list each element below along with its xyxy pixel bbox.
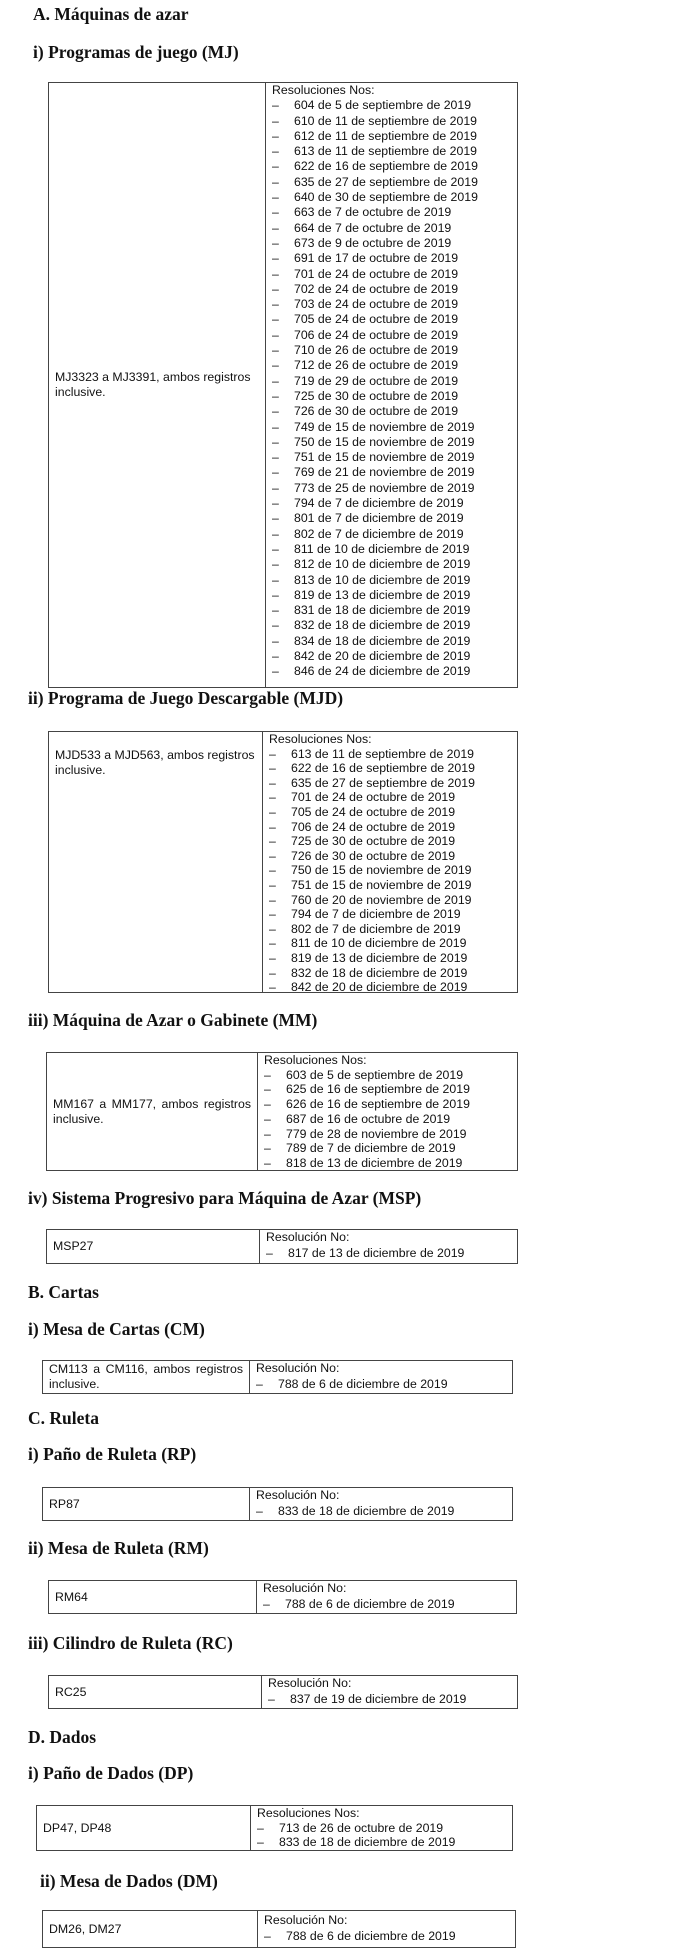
resolution-text: 673 de 9 de octubre de 2019 (294, 235, 452, 250)
dash-bullet-icon: – (269, 907, 276, 922)
subsection-heading-rp: i) Paño de Ruleta (RP) (28, 1444, 197, 1464)
resolution-text: 842 de 20 de diciembre de 2019 (294, 648, 471, 663)
resolution-item (272, 603, 511, 618)
resolution-item (272, 144, 511, 159)
dash-bullet-icon: – (269, 863, 276, 878)
dash-bullet-icon: – (269, 980, 276, 995)
resolution-item (268, 1692, 511, 1708)
table-rc (48, 1675, 518, 1709)
dash-bullet-icon: – (269, 834, 276, 849)
resolution-item (272, 435, 511, 450)
dash-bullet-icon: – (264, 1067, 271, 1082)
resolution-item (269, 907, 511, 922)
resolution-item (269, 805, 511, 820)
registry-range: DP47, DP48 (43, 1820, 112, 1835)
table-mm (46, 1052, 518, 1171)
resolution-item (272, 389, 511, 404)
resolutions-cell (251, 1806, 512, 1850)
resolution-text: 706 de 24 de octubre de 2019 (291, 819, 456, 834)
resolution-text: 750 de 15 de noviembre de 2019 (294, 434, 475, 449)
resolutions-cell (250, 1488, 512, 1520)
resolution-item (269, 849, 511, 864)
resolution-item (264, 1141, 511, 1156)
dash-bullet-icon: – (264, 1097, 271, 1112)
resolution-text: 663 de 7 de octubre de 2019 (294, 205, 452, 220)
resolution-text: 610 de 11 de septiembre de 2019 (294, 113, 478, 128)
resolutions-header: Resolución No: (256, 1488, 340, 1502)
table-dp (36, 1805, 513, 1851)
resolution-text: 622 de 16 de septiembre de 2019 (294, 159, 478, 174)
resolution-text: 613 de 11 de septiembre de 2019 (291, 746, 475, 761)
registry-range: MSP27 (53, 1239, 94, 1253)
resolution-item (272, 343, 511, 358)
resolution-item (272, 649, 511, 664)
resolution-text: 725 de 30 de octubre de 2019 (294, 388, 459, 403)
section-heading-c: C. Ruleta (28, 1408, 99, 1428)
resolution-item (272, 98, 511, 113)
dash-bullet-icon: – (272, 266, 279, 281)
resolution-item (264, 1068, 511, 1083)
resolution-text: 834 de 18 de diciembre de 2019 (294, 633, 471, 648)
table-rp (42, 1487, 513, 1521)
resolution-text: 802 de 7 de diciembre de 2019 (291, 921, 461, 936)
dash-bullet-icon: – (272, 98, 279, 113)
resolution-item (272, 420, 511, 435)
dash-bullet-icon: – (264, 1111, 271, 1126)
resolution-text: 726 de 30 de octubre de 2019 (291, 848, 456, 863)
resolution-text: 622 de 16 de septiembre de 2019 (291, 761, 475, 776)
registry-range: RM64 (55, 1589, 88, 1604)
resolution-text: 701 de 24 de octubre de 2019 (291, 790, 456, 805)
resolution-text: 794 de 7 de diciembre de 2019 (294, 496, 464, 511)
resolutions-cell (263, 732, 517, 995)
resolution-item (264, 1929, 509, 1945)
resolution-item (272, 205, 511, 220)
registry-cell (49, 83, 266, 687)
resolution-item (257, 1821, 506, 1836)
resolution-text: 635 de 27 de septiembre de 2019 (294, 174, 478, 189)
registry-range: CM113 a CM116, ambos registros inclusive. (49, 1362, 243, 1391)
resolution-text: 788 de 6 de diciembre de 2019 (285, 1596, 455, 1611)
resolution-item (269, 966, 511, 981)
resolution-text: 719 de 29 de octubre de 2019 (294, 373, 459, 388)
resolutions-cell (258, 1911, 515, 1947)
resolution-text: 819 de 13 de diciembre de 2019 (294, 587, 471, 602)
registry-range: MJD533 a MJD563, ambos registros inclusive. (55, 748, 255, 777)
section-heading-d: D. Dados (28, 1727, 97, 1747)
dash-bullet-icon: – (269, 921, 276, 936)
resolution-text: 832 de 18 de diciembre de 2019 (294, 618, 471, 633)
dash-bullet-icon: – (272, 404, 279, 419)
resolution-item (269, 878, 511, 893)
dash-bullet-icon: – (272, 572, 279, 587)
resolution-text: 837 de 19 de diciembre de 2019 (290, 1691, 467, 1706)
dash-bullet-icon: – (272, 128, 279, 143)
resolution-item (269, 936, 511, 951)
dash-bullet-icon: – (272, 297, 279, 312)
resolutions-header: Resoluciones Nos: (269, 732, 372, 746)
dash-bullet-icon: – (264, 1155, 271, 1170)
dash-bullet-icon: – (272, 174, 279, 189)
resolution-text: 769 de 21 de noviembre de 2019 (294, 465, 475, 480)
resolution-text: 702 de 24 de octubre de 2019 (294, 281, 459, 296)
resolution-item (269, 863, 511, 878)
dash-bullet-icon: – (272, 419, 279, 434)
dash-bullet-icon: – (272, 526, 279, 541)
resolutions-header: Resoluciones Nos: (272, 83, 375, 97)
resolution-item (272, 618, 511, 633)
dash-bullet-icon: – (257, 1820, 264, 1835)
dash-bullet-icon: – (272, 144, 279, 159)
resolution-item (269, 776, 511, 791)
dash-bullet-icon: – (272, 327, 279, 342)
resolution-text: 832 de 18 de diciembre de 2019 (291, 965, 468, 980)
resolution-text: 701 de 24 de octubre de 2019 (294, 266, 459, 281)
resolution-text: 635 de 27 de septiembre de 2019 (291, 775, 475, 790)
resolution-text: 691 de 17 de octubre de 2019 (294, 251, 459, 266)
dash-bullet-icon: – (269, 892, 276, 907)
dash-bullet-icon: – (264, 1928, 271, 1943)
dash-bullet-icon: – (272, 633, 279, 648)
resolution-item (272, 573, 511, 588)
subsection-heading-rm: ii) Mesa de Ruleta (RM) (28, 1538, 209, 1558)
resolution-item (269, 980, 511, 995)
registry-cell (47, 1053, 258, 1170)
table-mj (48, 82, 518, 688)
resolution-text: 750 de 15 de noviembre de 2019 (291, 863, 472, 878)
resolution-item (269, 834, 511, 849)
subsection-heading-mj: i) Programas de juego (MJ) (33, 42, 239, 62)
registry-range: RC25 (55, 1684, 87, 1699)
resolution-text: 802 de 7 de diciembre de 2019 (294, 526, 464, 541)
resolution-item (272, 496, 511, 511)
resolution-item (269, 893, 511, 908)
table-rm (48, 1580, 517, 1614)
resolutions-header: Resolución No: (266, 1230, 350, 1244)
resolution-text: 819 de 13 de diciembre de 2019 (291, 950, 468, 965)
resolutions-header: Resoluciones Nos: (257, 1806, 360, 1820)
dash-bullet-icon: – (257, 1835, 264, 1849)
resolution-item (272, 328, 511, 343)
resolution-item (272, 282, 511, 297)
resolution-text: 813 de 10 de diciembre de 2019 (294, 572, 471, 587)
resolution-text: 612 de 11 de septiembre de 2019 (294, 128, 478, 143)
resolution-text: 726 de 30 de octubre de 2019 (294, 404, 459, 419)
dash-bullet-icon: – (269, 877, 276, 892)
subsection-heading-cm: i) Mesa de Cartas (CM) (28, 1319, 205, 1339)
resolution-text: 846 de 24 de diciembre de 2019 (294, 664, 471, 679)
registry-cell (47, 1230, 260, 1263)
resolution-text: 640 de 30 de septiembre de 2019 (294, 190, 478, 205)
dash-bullet-icon: – (269, 775, 276, 790)
registry-cell (49, 732, 263, 992)
resolution-item (272, 221, 511, 236)
registry-range: MM167 a MM177, ambos registros inclusive. (53, 1096, 251, 1126)
dash-bullet-icon: – (269, 804, 276, 819)
resolution-text: 687 de 16 de octubre de 2019 (286, 1111, 451, 1126)
resolutions-cell (258, 1053, 517, 1170)
resolution-item (264, 1112, 511, 1127)
resolution-item (272, 251, 511, 266)
resolution-text: 794 de 7 de diciembre de 2019 (291, 907, 461, 922)
dash-bullet-icon: – (272, 235, 279, 250)
subsection-heading-dp: i) Paño de Dados (DP) (28, 1763, 194, 1783)
resolution-text: 811 de 10 de diciembre de 2019 (294, 541, 470, 556)
dash-bullet-icon: – (272, 648, 279, 663)
resolution-text: 706 de 24 de octubre de 2019 (294, 327, 459, 342)
resolution-text: 831 de 18 de diciembre de 2019 (294, 603, 471, 618)
registry-range: RP87 (49, 1496, 80, 1511)
resolution-text: 833 de 18 de diciembre de 2019 (278, 1503, 455, 1518)
registry-range: DM26, DM27 (49, 1921, 122, 1936)
dash-bullet-icon: – (272, 159, 279, 174)
dash-bullet-icon: – (272, 587, 279, 602)
subsection-heading-dm: ii) Mesa de Dados (DM) (40, 1871, 218, 1891)
resolution-item (272, 465, 511, 480)
dash-bullet-icon: – (272, 618, 279, 633)
resolutions-cell (250, 1361, 512, 1393)
resolution-text: 712 de 26 de octubre de 2019 (294, 358, 459, 373)
resolution-item (272, 481, 511, 496)
resolution-text: 818 de 13 de diciembre de 2019 (286, 1155, 463, 1170)
resolution-item (263, 1597, 510, 1613)
dash-bullet-icon: – (269, 790, 276, 805)
resolution-item (272, 190, 511, 205)
dash-bullet-icon: – (263, 1596, 270, 1611)
dash-bullet-icon: – (272, 190, 279, 205)
resolution-item (269, 790, 511, 805)
dash-bullet-icon: – (272, 312, 279, 327)
dash-bullet-icon: – (269, 950, 276, 965)
resolution-item (272, 557, 511, 572)
registry-cell (37, 1806, 251, 1850)
dash-bullet-icon: – (272, 465, 279, 480)
dash-bullet-icon: – (272, 113, 279, 128)
resolution-item (269, 820, 511, 835)
resolution-item (272, 358, 511, 373)
resolution-item (266, 1246, 511, 1262)
registry-cell (49, 1676, 262, 1708)
resolution-item (272, 312, 511, 327)
resolution-item (272, 236, 511, 251)
dash-bullet-icon: – (272, 358, 279, 373)
resolution-item (269, 747, 511, 762)
resolutions-cell (260, 1230, 517, 1263)
dash-bullet-icon: – (269, 761, 276, 776)
subsection-heading-msp: iv) Sistema Progresivo para Máquina de Azar (MSP) (28, 1188, 422, 1208)
registry-cell (43, 1911, 258, 1947)
resolution-item (257, 1835, 506, 1850)
resolution-text: 760 de 20 de noviembre de 2019 (291, 892, 472, 907)
resolution-item (264, 1156, 511, 1171)
resolution-item (269, 922, 511, 937)
dash-bullet-icon: – (272, 220, 279, 235)
resolution-text: 788 de 6 de diciembre de 2019 (278, 1376, 448, 1391)
dash-bullet-icon: – (272, 541, 279, 556)
resolution-item (264, 1127, 511, 1142)
resolution-text: 725 de 30 de octubre de 2019 (291, 834, 456, 849)
dash-bullet-icon: – (272, 388, 279, 403)
section-heading-a: A. Máquinas de azar (33, 4, 189, 24)
resolution-text: 773 de 25 de noviembre de 2019 (294, 480, 475, 495)
resolution-item (269, 951, 511, 966)
resolution-item (272, 664, 511, 679)
registry-cell (43, 1361, 250, 1393)
dash-bullet-icon: – (268, 1691, 275, 1706)
resolution-item (269, 761, 511, 776)
resolution-item (272, 450, 511, 465)
subsection-heading-mjd: ii) Programa de Juego Descargable (MJD) (28, 688, 344, 708)
resolution-text: 625 de 16 de septiembre de 2019 (286, 1082, 470, 1097)
resolution-text: 842 de 20 de diciembre de 2019 (291, 980, 468, 995)
resolutions-cell (262, 1676, 517, 1708)
dash-bullet-icon: – (269, 746, 276, 761)
resolution-text: 817 de 13 de diciembre de 2019 (288, 1245, 465, 1260)
dash-bullet-icon: – (264, 1082, 271, 1097)
dash-bullet-icon: – (272, 450, 279, 465)
resolution-text: 788 de 6 de diciembre de 2019 (286, 1928, 456, 1943)
resolution-item (272, 588, 511, 603)
resolution-text: 710 de 26 de octubre de 2019 (294, 343, 459, 358)
resolution-item (272, 634, 511, 649)
dash-bullet-icon: – (272, 343, 279, 358)
resolution-text: 603 de 5 de septiembre de 2019 (286, 1067, 464, 1082)
dash-bullet-icon: – (272, 511, 279, 526)
resolution-item (272, 175, 511, 190)
dash-bullet-icon: – (272, 205, 279, 220)
dash-bullet-icon: – (269, 848, 276, 863)
resolution-text: 751 de 15 de noviembre de 2019 (294, 450, 475, 465)
resolution-item (272, 159, 511, 174)
resolution-text: 705 de 24 de octubre de 2019 (291, 804, 456, 819)
registry-cell (49, 1581, 257, 1613)
resolution-item (272, 267, 511, 282)
registry-range: MJ3323 a MJ3391, ambos registros inclusive. (55, 370, 251, 399)
dash-bullet-icon: – (256, 1376, 263, 1391)
dash-bullet-icon: – (269, 965, 276, 980)
section-heading-b: B. Cartas (28, 1282, 99, 1302)
resolutions-header: Resolución No: (264, 1913, 348, 1927)
dash-bullet-icon: – (272, 281, 279, 296)
resolution-item (272, 114, 511, 129)
resolutions-cell (257, 1581, 516, 1613)
resolution-text: 749 de 15 de noviembre de 2019 (294, 419, 475, 434)
resolution-text: 812 de 10 de diciembre de 2019 (294, 557, 471, 572)
resolution-item (256, 1504, 506, 1520)
dash-bullet-icon: – (272, 251, 279, 266)
resolution-item (272, 511, 511, 526)
resolution-item (264, 1082, 511, 1097)
resolution-item (272, 129, 511, 144)
registry-cell (43, 1488, 250, 1520)
dash-bullet-icon: – (272, 557, 279, 572)
resolutions-cell (266, 83, 517, 687)
resolution-text: 703 de 24 de octubre de 2019 (294, 297, 459, 312)
resolution-item (272, 527, 511, 542)
table-cm (42, 1360, 513, 1394)
resolutions-header: Resolución No: (256, 1361, 340, 1375)
table-msp (46, 1229, 518, 1264)
resolution-text: 789 de 7 de diciembre de 2019 (286, 1141, 456, 1156)
resolution-text: 751 de 15 de noviembre de 2019 (291, 877, 472, 892)
dash-bullet-icon: – (272, 373, 279, 388)
dash-bullet-icon: – (264, 1141, 271, 1156)
table-mjd (48, 731, 518, 993)
table-dm (42, 1910, 516, 1948)
subsection-heading-rc: iii) Cilindro de Ruleta (RC) (28, 1633, 233, 1653)
resolution-text: 664 de 7 de octubre de 2019 (294, 220, 452, 235)
dash-bullet-icon: – (266, 1245, 273, 1260)
dash-bullet-icon: – (272, 480, 279, 495)
resolution-item (272, 542, 511, 557)
dash-bullet-icon: – (272, 664, 279, 679)
resolutions-header: Resolución No: (268, 1676, 352, 1690)
resolution-text: 811 de 10 de diciembre de 2019 (291, 936, 467, 951)
dash-bullet-icon: – (264, 1126, 271, 1141)
resolutions-header: Resolución No: (263, 1581, 347, 1595)
dash-bullet-icon: – (272, 496, 279, 511)
resolution-item (272, 297, 511, 312)
resolution-item (256, 1377, 506, 1393)
resolution-text: 713 de 26 de octubre de 2019 (279, 1820, 444, 1835)
resolution-text: 705 de 24 de octubre de 2019 (294, 312, 459, 327)
dash-bullet-icon: – (256, 1503, 263, 1518)
resolution-text: 779 de 28 de noviembre de 2019 (286, 1126, 467, 1141)
resolutions-header: Resoluciones Nos: (264, 1053, 367, 1067)
dash-bullet-icon: – (269, 819, 276, 834)
dash-bullet-icon: – (269, 936, 276, 951)
resolution-item (264, 1097, 511, 1112)
dash-bullet-icon: – (272, 434, 279, 449)
resolution-item (272, 374, 511, 389)
resolution-text: 801 de 7 de diciembre de 2019 (294, 511, 464, 526)
resolution-text: 613 de 11 de septiembre de 2019 (294, 144, 478, 159)
resolution-text: 833 de 18 de diciembre de 2019 (279, 1835, 456, 1849)
subsection-heading-mm: iii) Máquina de Azar o Gabinete (MM) (28, 1010, 318, 1030)
resolution-text: 604 de 5 de septiembre de 2019 (294, 98, 472, 113)
dash-bullet-icon: – (272, 603, 279, 618)
resolution-text: 626 de 16 de septiembre de 2019 (286, 1097, 470, 1112)
resolution-item (272, 404, 511, 419)
